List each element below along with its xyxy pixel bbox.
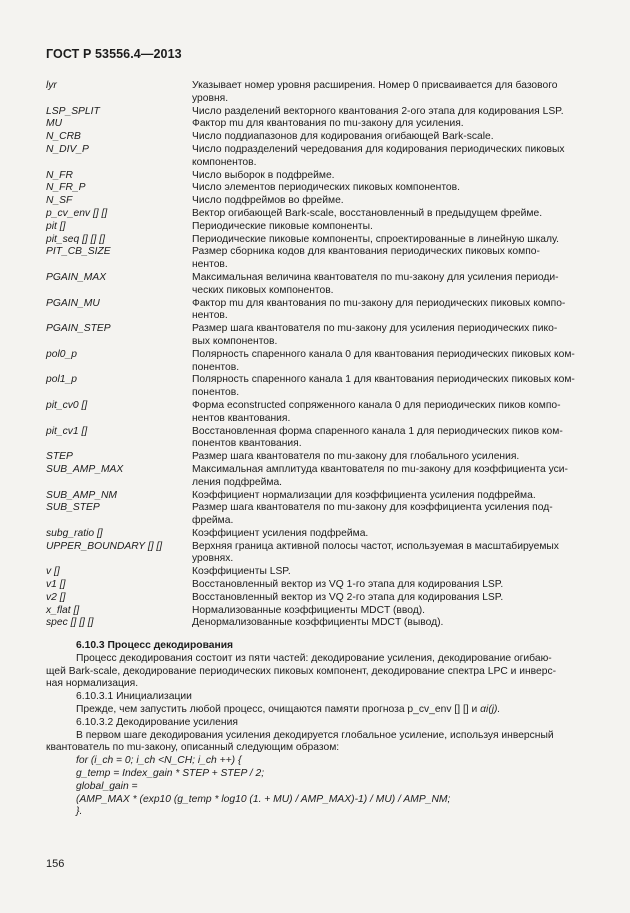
definition-description xyxy=(192,617,586,630)
definition-description-line: Вектор огибающей Bark-scale, восстановленный в предыдущем фрейме. xyxy=(192,207,543,219)
definition-row xyxy=(46,131,586,144)
definition-term: v2 [] xyxy=(46,591,66,603)
definition-term: PGAIN_STEP xyxy=(46,323,111,335)
definition-description-line: Верхняя граница активной полосы частот, используемая в масштабируемых xyxy=(192,540,559,552)
definition-row xyxy=(46,566,586,579)
definition-term: N_FR xyxy=(46,169,73,181)
paragraph-1-line-3: ная нормализация. xyxy=(46,678,139,690)
definition-row xyxy=(46,400,586,426)
document-header: ГОСТ Р 53556.4—2013 xyxy=(46,47,182,61)
definition-row xyxy=(46,592,586,605)
definition-description-line: нентов квантования. xyxy=(192,412,291,424)
definition-description-line: Число поддиапазонов для кодирования огибающей Bark-scale. xyxy=(192,131,494,143)
definition-term: PGAIN_MU xyxy=(46,297,100,309)
body-text xyxy=(46,640,586,819)
definition-row xyxy=(46,298,586,324)
definition-row xyxy=(46,349,586,375)
definition-description xyxy=(192,170,586,183)
code-line-2: g_temp = Index_gain * STEP + STEP / 2; xyxy=(76,767,265,779)
definition-description-line: Фактор mu для квантования по mu-закону для усиления. xyxy=(192,118,464,130)
definition-description xyxy=(192,195,586,208)
definition-description-line: понентов. xyxy=(192,387,240,399)
paragraph-3-line-2: квантователь по mu-закону, описанный следующим образом: xyxy=(46,742,340,754)
definition-row xyxy=(46,451,586,464)
definition-description-line: Денормализованные коэффициенты MDCT (вывод). xyxy=(192,617,444,629)
definition-row xyxy=(46,579,586,592)
definition-row xyxy=(46,617,586,630)
definition-description-line: понентов. xyxy=(192,361,240,373)
section-title: 6.10.3 Процесс декодирования xyxy=(76,640,234,651)
definition-description xyxy=(192,605,586,618)
definition-description-line: Восстановленный вектор из VQ 2-го этапа для кодирования LSP. xyxy=(192,591,504,603)
definition-description xyxy=(192,592,586,605)
definition-row xyxy=(46,221,586,234)
definition-term: SUB_STEP xyxy=(46,502,100,514)
definition-description-line: уровня. xyxy=(192,92,229,104)
definition-row xyxy=(46,195,586,208)
definition-description xyxy=(192,400,586,426)
definition-row xyxy=(46,323,586,349)
definition-row xyxy=(46,144,586,170)
definition-description-line: Число подразделений чередования для кодирования периодических пиковых xyxy=(192,143,565,155)
definition-description-line: Коэффициенты LSP. xyxy=(192,566,291,578)
definition-description-line: нентов. xyxy=(192,259,228,271)
definition-term: pit [] xyxy=(46,220,66,232)
definition-term: p_cv_env [] [] xyxy=(46,207,108,219)
definition-description-line: Восстановленная форма спаренного канала 1 для периодических пиков ком- xyxy=(192,425,563,437)
definition-description-line: Указывает номер уровня расширения. Номер 0 присваивается для базового xyxy=(192,80,558,91)
definition-description xyxy=(192,502,586,528)
definition-row xyxy=(46,541,586,567)
definition-description xyxy=(192,144,586,170)
definition-description xyxy=(192,464,586,490)
definition-description xyxy=(192,349,586,375)
definition-description xyxy=(192,579,586,592)
definition-term: PIT_CB_SIZE xyxy=(46,246,111,258)
definition-row xyxy=(46,80,586,106)
definition-description xyxy=(192,323,586,349)
definition-row xyxy=(46,502,586,528)
definition-row xyxy=(46,528,586,541)
definition-description xyxy=(192,566,586,579)
alpha-symbol: αi(j). xyxy=(480,703,501,715)
code-line-3: global_gain = xyxy=(76,780,138,792)
definition-description-line: Число выборок в подфрейме. xyxy=(192,169,335,181)
definition-description xyxy=(192,272,586,298)
paragraph-1-line-2: щей Bark-scale, декодирование периодических пиковых компонент, декодирование спектра LPC и инверс- xyxy=(46,665,557,677)
definition-description xyxy=(192,131,586,144)
definition-term: SUB_AMP_NM xyxy=(46,489,117,501)
definition-description-line: фрейма. xyxy=(192,515,234,527)
definition-description xyxy=(192,118,586,131)
definition-description-line: уровнях. xyxy=(192,553,234,565)
definition-description xyxy=(192,490,586,503)
definition-term: N_DIV_P xyxy=(46,143,89,155)
definition-description-line: Размер шага квантователя по mu-закону для усиления периодических пико- xyxy=(192,323,558,335)
definition-description-line: Полярность спаренного канала 0 для квантования периодических пиковых ком- xyxy=(192,348,575,360)
definition-description-line: Форма econstructed сопряженного канала 0 для периодических пиков компо- xyxy=(192,399,561,411)
definition-description-line: Нормализованные коэффициенты MDCT (ввод). xyxy=(192,604,426,616)
subsection-title-2: 6.10.3.2 Декодирование усиления xyxy=(76,716,238,728)
definition-description-line: Полярность спаренного канала 1 для квантования периодических пиковых ком- xyxy=(192,374,575,386)
definition-description xyxy=(192,80,586,106)
definition-description-line: вых компонентов. xyxy=(192,335,278,347)
definition-term: pol1_p xyxy=(46,374,77,386)
definition-description xyxy=(192,221,586,234)
definition-row xyxy=(46,208,586,221)
definition-description-line: Число разделений векторного квантования 2-ого этапа для кодирования LSP. xyxy=(192,105,564,117)
definition-term: lyr xyxy=(46,80,57,91)
definition-description xyxy=(192,246,586,272)
definitions-list xyxy=(46,80,586,630)
definition-term: v1 [] xyxy=(46,579,66,591)
definition-description-line: ления подфрейма. xyxy=(192,476,283,488)
definition-term: N_CRB xyxy=(46,131,81,143)
definition-description xyxy=(192,106,586,119)
page-number: 156 xyxy=(46,858,65,870)
code-line-4: (AMP_MAX * (exp10 (g_temp * log10 (1. + MU) / AMP_MAX)-1) / MU) / AMP_NM; xyxy=(76,793,451,805)
definition-description xyxy=(192,426,586,452)
definition-description-line: Размер сборника кодов для квантования периодических пиковых компо- xyxy=(192,246,540,258)
definition-description xyxy=(192,451,586,464)
definition-row xyxy=(46,374,586,400)
definition-description-line: Фактор mu для квантования по mu-закону для периодических пиковых компо- xyxy=(192,297,566,309)
definition-description-line: Размер шага квантователя по mu-закону для глобального усиления. xyxy=(192,451,520,463)
paragraph-2 xyxy=(46,704,586,717)
subsection-title-1: 6.10.3.1 Инициализации xyxy=(76,691,192,703)
definition-description-line: Максимальная амплитуда квантователя по mu-закону для коэффициента уси- xyxy=(192,463,568,475)
definition-term: pit_cv1 [] xyxy=(46,425,88,437)
code-line-5: }. xyxy=(76,806,83,818)
definition-term: MU xyxy=(46,118,63,130)
paragraph-1-line-1: Процесс декодирования состоит из пяти частей: декодирование усиления, декодирование огибаю- xyxy=(76,652,552,664)
definition-row xyxy=(46,490,586,503)
definition-term: x_flat [] xyxy=(46,604,80,616)
definition-term: N_FR_P xyxy=(46,182,86,194)
definition-description-line: Восстановленный вектор из VQ 1-го этапа для кодирования LSP. xyxy=(192,579,504,591)
paragraph-2-text: Прежде, чем запустить любой процесс, очищаются памяти прогноза p_cv_env [] [] и xyxy=(76,703,478,715)
definition-term: N_SF xyxy=(46,195,73,207)
definition-term: PGAIN_MAX xyxy=(46,271,107,283)
definition-row xyxy=(46,182,586,195)
paragraph-3-line-1: В первом шаге декодирования усиления декодируется глобальное усиление, используя инверсный xyxy=(76,729,554,741)
definition-description-line: ческих пиковых компонентов. xyxy=(192,284,334,296)
definition-term: pit_cv0 [] xyxy=(46,399,88,411)
definition-description-line: Число элементов периодических пиковых компонентов. xyxy=(192,182,460,194)
definition-description-line: Периодические пиковые компоненты, спроектированные в линейную шкалу. xyxy=(192,233,560,245)
definition-description xyxy=(192,374,586,400)
definition-description-line: Число подфреймов во фрейме. xyxy=(192,195,344,207)
definition-term: v [] xyxy=(46,566,60,578)
definition-term: SUB_AMP_MAX xyxy=(46,463,124,475)
definition-row xyxy=(46,170,586,183)
definition-term: UPPER_BOUNDARY [] [] xyxy=(46,540,163,552)
code-line-1: for (i_ch = 0; i_ch <N_CH; i_ch ++) { xyxy=(76,755,242,767)
definition-term: STEP xyxy=(46,451,73,463)
definition-description-line: Размер шага квантователя по mu-закону для коэффициента усиления под- xyxy=(192,502,553,514)
definition-row xyxy=(46,234,586,247)
definition-row xyxy=(46,106,586,119)
definition-description-line: компонентов. xyxy=(192,156,257,168)
definition-row xyxy=(46,426,586,452)
definition-description xyxy=(192,234,586,247)
definition-description-line: Коэффициент нормализации для коэффициента усиления подфрейма. xyxy=(192,489,536,501)
definition-term: pol0_p xyxy=(46,348,77,360)
definition-row xyxy=(46,464,586,490)
definition-description xyxy=(192,182,586,195)
definition-term: spec [] [] [] xyxy=(46,617,94,629)
definition-term: subg_ratio [] xyxy=(46,527,103,539)
definition-description-line: нентов. xyxy=(192,310,228,322)
definition-description-line: Максимальная величина квантователя по mu-закону для усиления периоди- xyxy=(192,271,559,283)
definition-row xyxy=(46,272,586,298)
definition-term: pit_seq [] [] [] xyxy=(46,233,105,245)
definition-description xyxy=(192,298,586,324)
definition-row xyxy=(46,246,586,272)
definition-description-line: Коэффициент усиления подфрейма. xyxy=(192,527,369,539)
definition-description xyxy=(192,208,586,221)
definition-row xyxy=(46,118,586,131)
definition-term: LSP_SPLIT xyxy=(46,105,100,117)
definition-description-line: понентов квантования. xyxy=(192,438,302,450)
definition-description xyxy=(192,528,586,541)
definition-description xyxy=(192,541,586,567)
definition-row xyxy=(46,605,586,618)
definition-description-line: Периодические пиковые компоненты. xyxy=(192,220,373,232)
